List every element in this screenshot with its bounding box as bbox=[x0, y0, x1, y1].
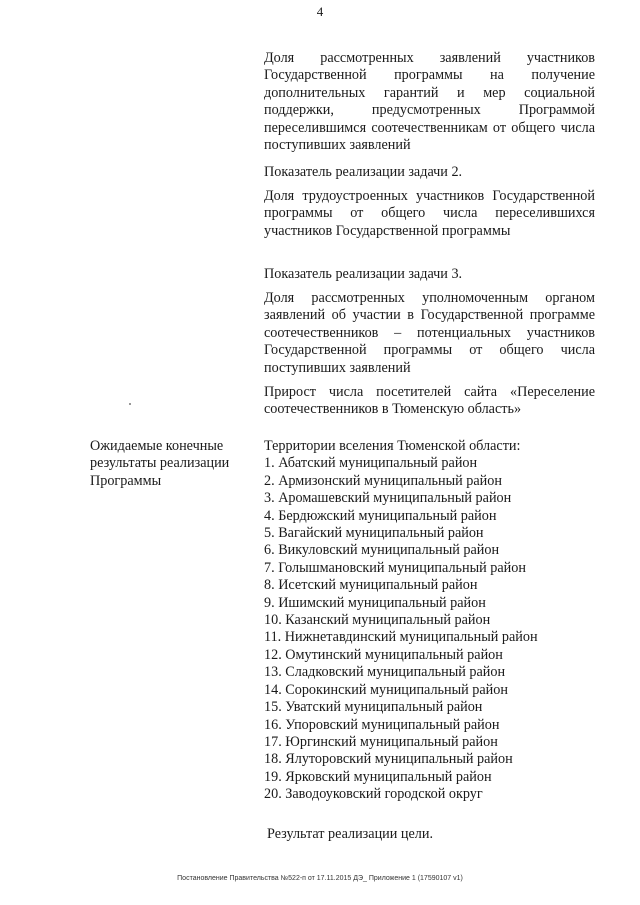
left-label-line: результаты реализации bbox=[90, 455, 230, 472]
list-item: 4. Бердюжский муниципальный район bbox=[264, 507, 497, 524]
territories-section bbox=[264, 438, 595, 804]
list-item: 5. Вагайский муниципальный район bbox=[264, 525, 484, 542]
task2-text: Доля трудоустроенных участников Государственной программы от общего числа переселившихся участников Государственной программы bbox=[264, 188, 595, 239]
list-item: 1. Абатский муниципальный район bbox=[264, 455, 478, 472]
list-item: 20. Заводоуковский городской округ bbox=[264, 786, 483, 803]
document-footer: Постановление Правительства №522-п от 17.11.2015 ДЭ_ Приложение 1 (17590107 v1) bbox=[177, 875, 463, 882]
list-item: 12. Омутинский муниципальный район bbox=[264, 646, 503, 663]
list-item: 17. Юргинский муниципальный район bbox=[264, 733, 498, 750]
task2-heading: Показатель реализации задачи 2. bbox=[264, 164, 463, 180]
list-item: 3. Аромашевский муниципальный район bbox=[264, 490, 512, 507]
site-visitors-growth: Прирост числа посетителей сайта «Переселение соотечественников в Тюменскую область» bbox=[264, 384, 595, 418]
task3-heading: Показатель реализации задачи 3. bbox=[264, 266, 463, 282]
list-item: 9. Ишимский муниципальный район bbox=[264, 594, 486, 611]
left-label-line: Программы bbox=[90, 472, 162, 489]
scan-speck bbox=[129, 403, 131, 405]
expected-results-label bbox=[90, 438, 260, 490]
territories-heading: Территории вселения Тюменской области: bbox=[264, 438, 521, 454]
list-item: 6. Викуловский муниципальный район bbox=[264, 542, 500, 559]
list-item: 2. Армизонский муниципальный район bbox=[264, 472, 502, 489]
list-item: 8. Исетский муниципальный район bbox=[264, 577, 478, 594]
task3-text: Доля рассмотренных уполномоченным органом заявлений об участии в Государственной программе соотечественников – потенциальных участников Государственной программы от общего числа поступивших заявлений bbox=[264, 290, 595, 376]
indicator-share-applications: Доля рассмотренных заявлений участников Государственной программы на получение дополнительных гарантий и мер социальной поддержки, предусмотренных Программой переселившимся соотечественникам от общего числа поступивших заявлений bbox=[264, 50, 595, 154]
goal-result-heading: Результат реализации цели. bbox=[267, 826, 434, 842]
list-item: 16. Упоровский муниципальный район bbox=[264, 716, 500, 733]
page-number: 4 bbox=[316, 4, 324, 19]
list-item: 7. Голышмановский муниципальный район bbox=[264, 559, 526, 576]
list-item: 18. Ялуторовский муниципальный район bbox=[264, 751, 513, 768]
list-item: 13. Сладковский муниципальный район bbox=[264, 664, 506, 681]
list-item: 19. Ярковский муниципальный район bbox=[264, 768, 492, 785]
left-label-line: Ожидаемые конечные bbox=[90, 438, 224, 454]
list-item: 11. Нижнетавдинский муниципальный район bbox=[264, 629, 538, 646]
list-item: 10. Казанский муниципальный район bbox=[264, 612, 491, 629]
list-item: 14. Сорокинский муниципальный район bbox=[264, 681, 508, 698]
territories-list bbox=[264, 455, 595, 803]
list-item: 15. Уватский муниципальный район bbox=[264, 699, 483, 716]
